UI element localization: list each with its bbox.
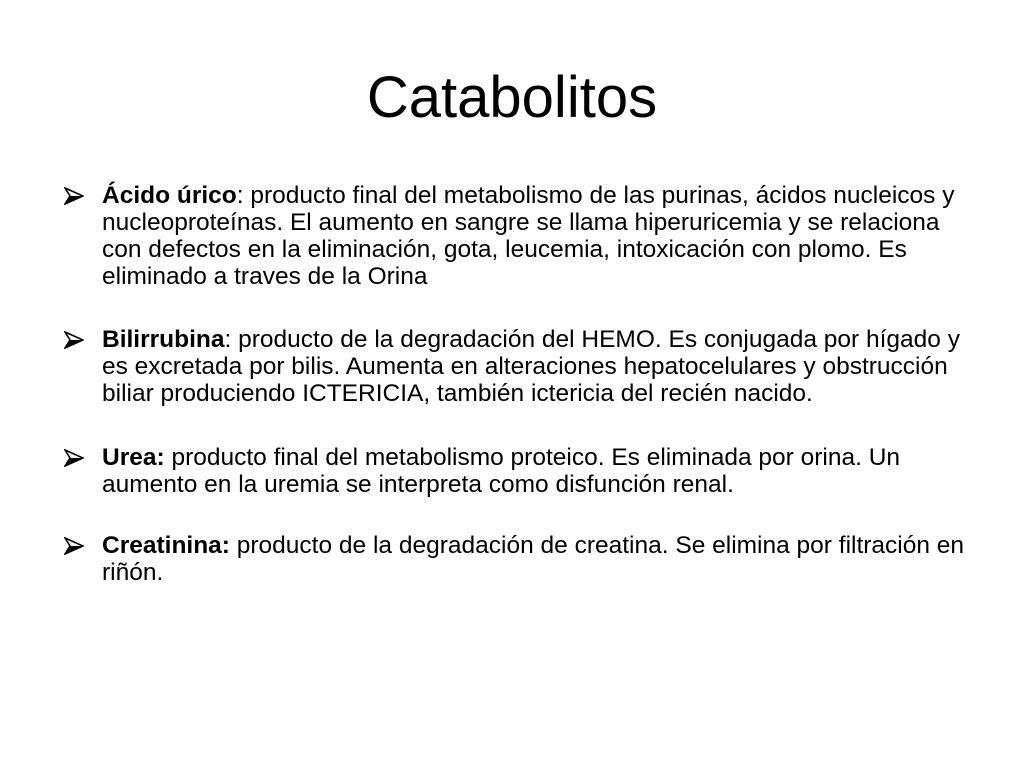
list-item-acido-urico: [64, 182, 974, 290]
term-label: Urea:: [102, 444, 165, 471]
term-description: producto final del metabolismo proteico. Es eliminada por orina. Un aumento en la uremia se interpreta como disfunción renal.: [102, 444, 901, 498]
list-item-creatinina: [64, 532, 974, 586]
term-description: : producto final del metabolismo de las purinas, ácidos nucleicos y nucleoproteínas. El aumento en sangre se llama hiperuricemia y se relaciona con defectos en la eliminación, gota, leucemia, intoxicación con plomo. Es eliminado a traves de la Orina: [102, 182, 955, 290]
bullet-list: [64, 182, 974, 619]
term-description: producto de la degradación de creatina. Se elimina por filtración en riñón.: [102, 532, 965, 586]
term-label: Ácido úrico: [102, 182, 237, 209]
slide-title: Catabolitos: [366, 65, 658, 130]
term-label: Bilirrubina: [102, 326, 225, 353]
term-description: : producto de la degradación del HEMO. Es conjugada por hígado y es excretada por bilis. Aumenta en alteraciones hepatocelulares y obstrucción biliar produciendo ICTERICIA, también ictericia del recién nacido.: [102, 326, 960, 407]
term-label: Creatinina:: [102, 532, 230, 559]
arrow-bullet-icon: [64, 331, 84, 349]
arrow-bullet-icon: [64, 537, 84, 555]
arrow-bullet-icon: [64, 187, 84, 205]
list-item-bilirrubina: [64, 326, 974, 407]
list-item-urea: [64, 444, 974, 498]
arrow-bullet-icon: [64, 449, 84, 467]
